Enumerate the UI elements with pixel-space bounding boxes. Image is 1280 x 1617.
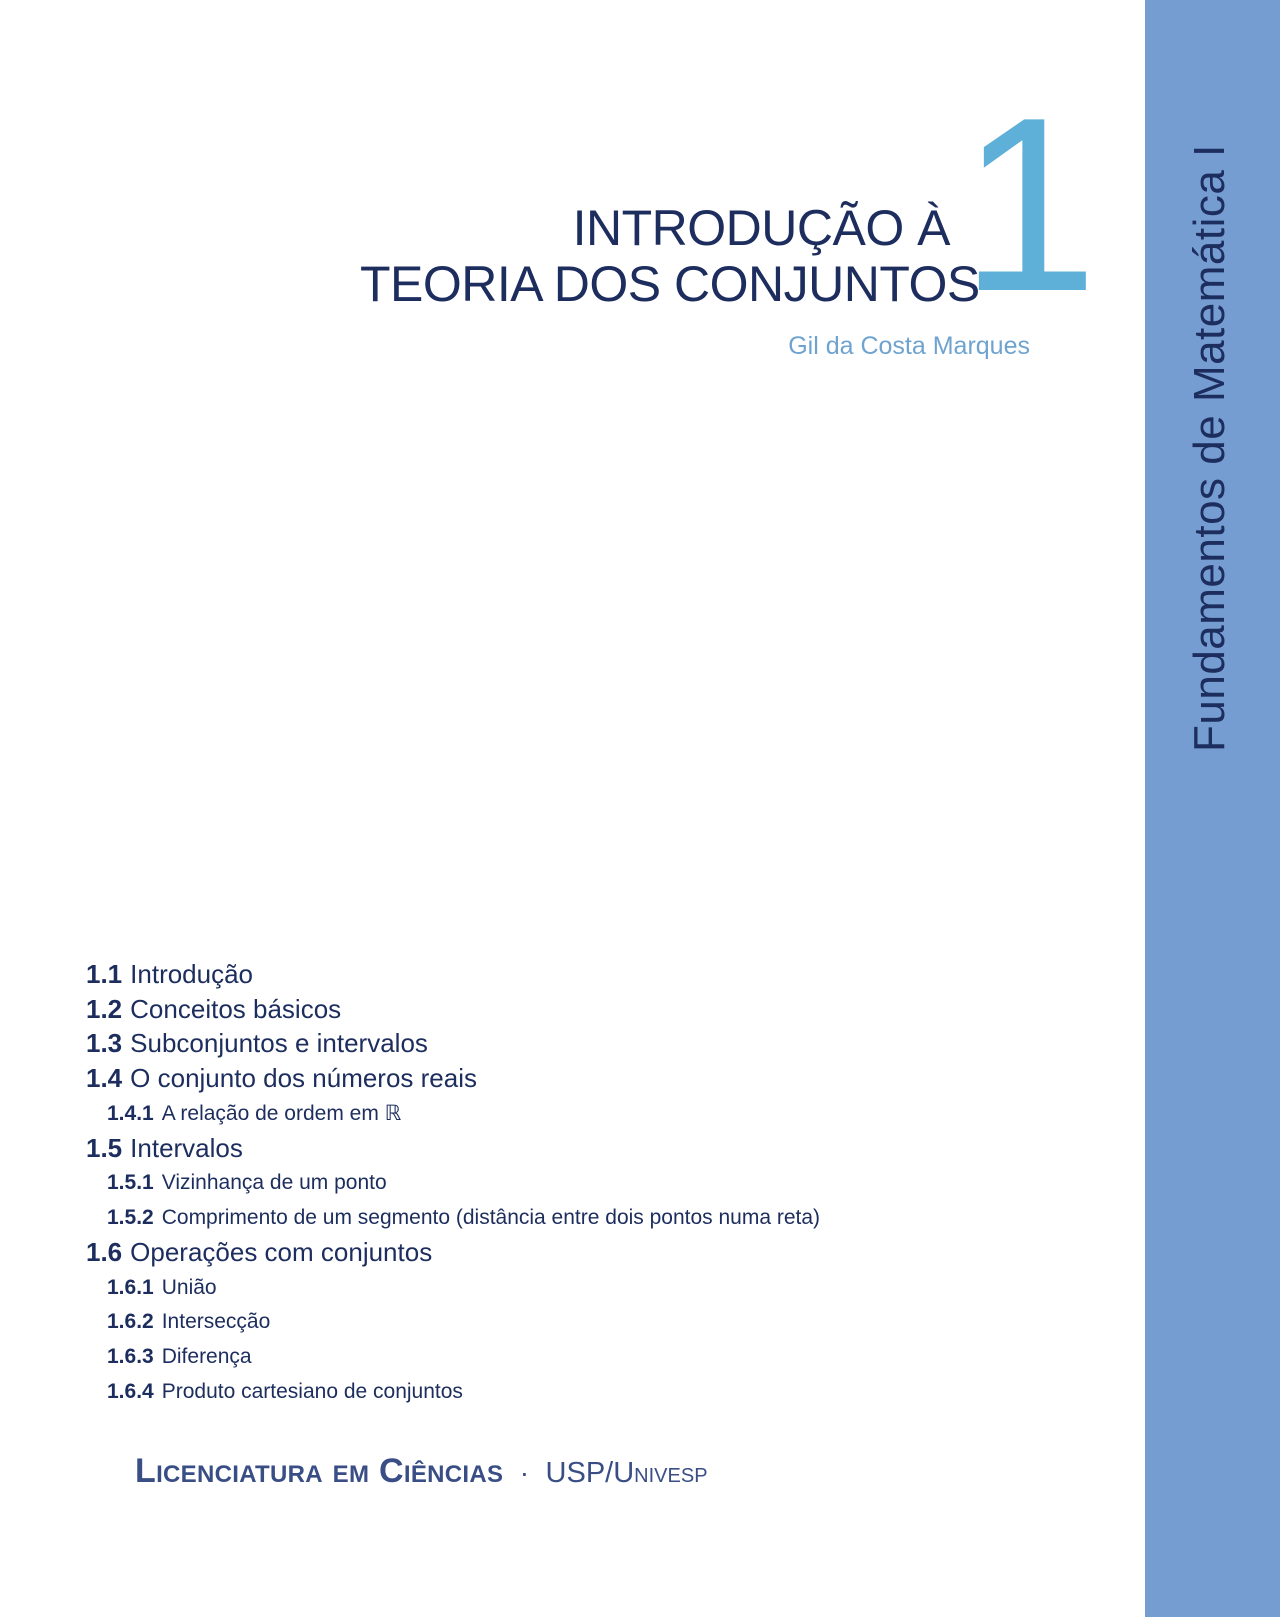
footer-program-name: Licenciatura em Ciências: [135, 1452, 504, 1490]
toc-subitem-number: 1.6.4: [107, 1379, 154, 1403]
sidebar-course-title: Fundamentos de Matemática I: [1185, 144, 1234, 752]
toc-item-label: O conjunto dos números reais: [130, 1063, 478, 1094]
toc-subitem[interactable]: [86, 1096, 1086, 1131]
toc-item-label: Conceitos básicos: [130, 993, 342, 1024]
toc-subitem-label: Comprimento de um segmento (distância entre dois pontos numa reta): [161, 1205, 821, 1229]
toc-item-label: Intervalos: [130, 1132, 243, 1163]
toc-item[interactable]: [86, 1235, 1086, 1270]
footer-separator: ·: [519, 1457, 530, 1488]
toc-subitem-label: Diferença: [161, 1345, 252, 1369]
toc-item[interactable]: [86, 1027, 1086, 1062]
chapter-author: Gil da Costa Marques: [788, 332, 1030, 360]
toc-item[interactable]: [86, 1061, 1086, 1096]
toc-subitem-number: 1.4.1: [107, 1101, 154, 1125]
toc-subitem-label: Produto cartesiano de conjuntos: [161, 1379, 463, 1403]
toc-item-number: 1.1: [86, 958, 123, 989]
toc-subitem[interactable]: [86, 1305, 1086, 1340]
toc-item[interactable]: [86, 1131, 1086, 1166]
toc-subitem[interactable]: [86, 1375, 1086, 1410]
chapter-number: 1: [960, 65, 1098, 343]
toc-subitem-label: União: [161, 1275, 217, 1299]
chapter-title-line1: INTRODUÇÃO À: [572, 200, 950, 256]
toc-item[interactable]: [86, 992, 1086, 1027]
toc-item-number: 1.4: [86, 1063, 123, 1094]
toc-item-number: 1.5: [86, 1132, 123, 1163]
toc-subitem[interactable]: [86, 1340, 1086, 1375]
toc-subitem-label: Vizinhança de um ponto: [161, 1171, 387, 1195]
table-of-contents: [86, 957, 1086, 1409]
chapter-title-line2: TEORIA DOS CONJUNTOS: [360, 256, 980, 312]
chapter-title: [360, 200, 980, 312]
toc-item[interactable]: [86, 957, 1086, 992]
toc-subitem[interactable]: [86, 1270, 1086, 1305]
toc-item-label: Subconjuntos e intervalos: [130, 1028, 428, 1059]
toc-item-number: 1.2: [86, 993, 123, 1024]
toc-item-label: Introdução: [130, 958, 254, 989]
toc-item-number: 1.6: [86, 1237, 123, 1268]
toc-subitem-number: 1.5.1: [107, 1171, 154, 1195]
toc-subitem[interactable]: [86, 1166, 1086, 1201]
toc-item-number: 1.3: [86, 1028, 123, 1059]
toc-subitem[interactable]: [86, 1201, 1086, 1236]
toc-subitem-number: 1.6.1: [107, 1275, 154, 1299]
toc-subitem-label: Intersecção: [161, 1310, 271, 1334]
footer-program: [135, 1449, 1035, 1493]
toc-item-label: Operações com conjuntos: [130, 1237, 433, 1268]
toc-subitem-label: A relação de ordem em ℝ: [161, 1102, 402, 1126]
footer-institution: USP/Univesp: [545, 1457, 708, 1489]
toc-subitem-number: 1.6.3: [107, 1345, 154, 1369]
toc-subitem-number: 1.6.2: [107, 1310, 154, 1334]
toc-subitem-number: 1.5.2: [107, 1205, 154, 1229]
